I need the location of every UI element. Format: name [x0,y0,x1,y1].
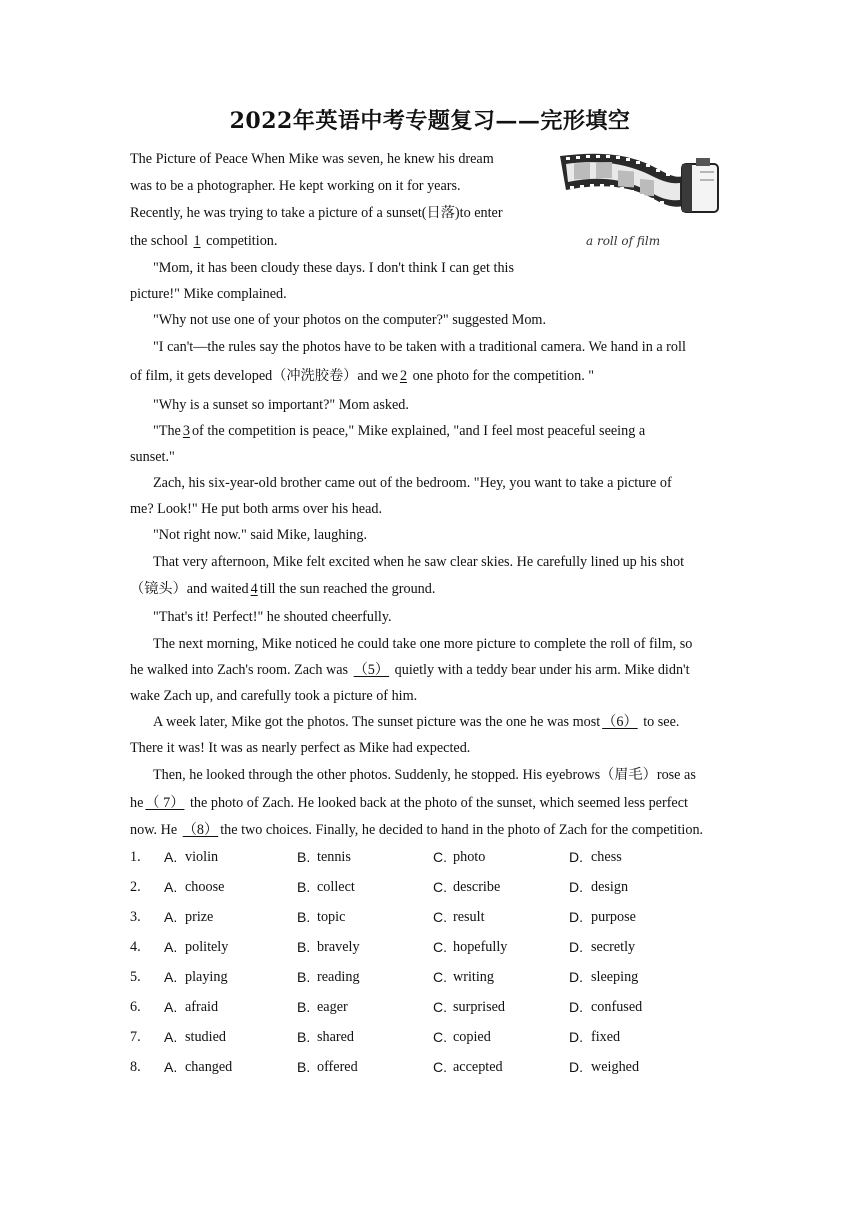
option-letter: A. [164,1059,178,1075]
option-letter: A. [164,969,178,985]
passage-text: till the sun reached the ground. [259,581,436,597]
blank-3: 3 [182,423,190,439]
passage-line: "I can't—the rules say the photos have to be taken with a traditional camera. We hand in a roll [153,339,686,355]
option-text: hopefully [453,939,508,955]
option-text: sleeping [591,969,639,985]
option-letter: B. [297,1029,311,1045]
option-text: chess [591,849,622,865]
passage-text: quietly with a teddy bear under his arm. Mike didn't [391,662,690,678]
option-text: design [591,879,629,895]
option-letter: D. [569,969,583,985]
option-text: purpose [591,909,636,925]
option-letter: A. [164,1029,178,1045]
question-number: 7. [130,1029,141,1045]
option-text: choose [185,879,225,895]
option-letter: C. [433,909,447,925]
passage-text: "The [153,423,181,439]
option-letter: A. [164,849,178,865]
option-text: eager [317,999,348,1015]
passage-text: the two choices. Finally, he decided to hand in the photo of Zach for the competition. [220,822,704,838]
question-number: 6. [130,999,141,1015]
option-letter: D. [569,909,583,925]
question-number: 1. [130,849,141,865]
option-letter: B. [297,849,311,865]
passage-line [153,422,645,440]
question-number: 5. [130,969,141,985]
option-letter: C. [433,1059,447,1075]
option-letter: B. [297,999,311,1015]
option-letter: B. [297,879,311,895]
passage-text: A week later, Mike got the photos. The sunset picture was the one he was most [153,714,601,730]
option-letter: A. [164,909,178,925]
option-text: writing [453,969,494,985]
passage-line: That very afternoon, Mike felt excited when he saw clear skies. He carefully lined up his shot [153,554,685,570]
option-text: accepted [453,1059,503,1075]
blank-8: （8） [182,822,219,838]
option-letter: D. [569,849,583,865]
option-text: photo [453,849,486,865]
passage-line: sunset." [130,449,175,465]
option-text: surprised [453,999,506,1015]
passage-text: to see. [639,714,680,730]
option-text: tennis [317,849,351,865]
option-letter: A. [164,999,178,1015]
passage-line: Zach, his six-year-old brother came out of the bedroom. "Hey, you want to take a picture of [153,475,672,491]
passage-line: The next morning, Mike noticed he could take one more picture to complete the roll of film, so [153,636,693,652]
option-text: violin [185,849,219,865]
option-text: describe [453,879,501,895]
option-letter: B. [297,909,311,925]
passage-line [130,367,594,385]
option-text: studied [185,1029,226,1045]
blank-2: 2 [399,368,408,384]
passage-line [130,580,435,598]
option-text: weighed [591,1059,640,1075]
passage-text: he walked into Zach's room. Zach was [130,662,352,678]
passage-text: he [130,795,144,811]
option-text: fixed [591,1029,621,1045]
blank-6: （6） [602,714,638,730]
passage-line [153,713,679,731]
option-letter: C. [433,849,447,865]
passage-line: There it was! It was as nearly perfect as Mike had expected. [130,740,471,756]
option-text: politely [185,939,229,955]
option-letter: B. [297,969,311,985]
passage-text: of the competition is peace," Mike explained, "and I feel most peaceful seeing a [191,423,646,439]
passage-text: the photo of Zach. He looked back at the photo of the sunset, which seemed less perfect [186,795,688,811]
question-number: 4. [130,939,141,955]
option-letter: C. [433,969,447,985]
film-roll-image [556,150,730,250]
option-letter: C. [433,939,447,955]
passage-line: Then, he looked through the other photos. Suddenly, he stopped. His eyebrows（眉毛）rose as [153,767,696,783]
option-text: playing [185,969,228,985]
option-letter: D. [569,1029,583,1045]
passage-line: "Why is a sunset so important?" Mom asked. [153,397,409,413]
passage-line: me? Look!" He put both arms over his head. [130,501,383,517]
question-number: 3. [130,909,141,925]
passage-text: of film, it gets developed（冲洗胶卷）and we [130,368,398,384]
passage-text: the school [130,233,192,249]
option-text: afraid [185,999,219,1015]
passage-line [130,232,277,250]
passage-line: "Mom, it has been cloudy these days. I don't think I can get this [153,260,514,276]
passage-text: （镜头）and waited [130,581,249,597]
passage-line [130,821,703,839]
passage-text: one photo for the competition. " [409,368,595,384]
option-letter: D. [569,1059,583,1075]
option-text: offered [317,1059,358,1075]
option-letter: D. [569,999,583,1015]
blank-5: （5） [353,662,390,678]
option-letter: D. [569,939,583,955]
option-letter: A. [164,939,178,955]
option-text: confused [591,999,643,1015]
passage-line: was to be a photographer. He kept working on it for years. [130,178,461,194]
option-text: bravely [317,939,360,955]
passage-line: The Picture of Peace When Mike was seven, he knew his dream [130,151,494,167]
option-text: prize [185,909,214,925]
page-title: 2022年英语中考专题复习——完形填空 [229,108,631,134]
passage-text: competition. [202,233,278,249]
passage-line: wake Zach up, and carefully took a picture of him. [130,688,418,704]
option-text: topic [317,909,346,925]
option-letter: C. [433,1029,447,1045]
passage-text: now. He [130,822,181,838]
option-text: collect [317,879,355,895]
option-letter: A. [164,879,178,895]
option-letter: B. [297,1059,311,1075]
blank-1: 1 [193,233,201,249]
question-number: 8. [130,1059,141,1075]
option-text: changed [185,1059,233,1075]
option-text: copied [453,1029,491,1045]
passage-line: "That's it! Perfect!" he shouted cheerfully. [153,609,392,625]
passage-line [130,794,688,812]
question-number: 2. [130,879,141,895]
blank-4: 4 [250,581,258,597]
passage-line: "Not right now." said Mike, laughing. [153,527,367,543]
option-letter: C. [433,999,447,1015]
option-text: shared [317,1029,355,1045]
option-letter: C. [433,879,447,895]
passage-line [130,661,690,679]
option-letter: D. [569,879,583,895]
option-text: result [453,909,485,925]
option-letter: B. [297,939,311,955]
passage-line: Recently, he was trying to take a picture of a sunset(日落)to enter [130,205,503,221]
film-caption: a roll of film [586,234,661,248]
blank-7: （ 7） [145,795,185,811]
passage-line: "Why not use one of your photos on the computer?" suggested Mom. [153,312,547,328]
option-text: reading [317,969,360,985]
option-text: secretly [591,939,636,955]
passage-line: picture!" Mike complained. [130,286,287,302]
